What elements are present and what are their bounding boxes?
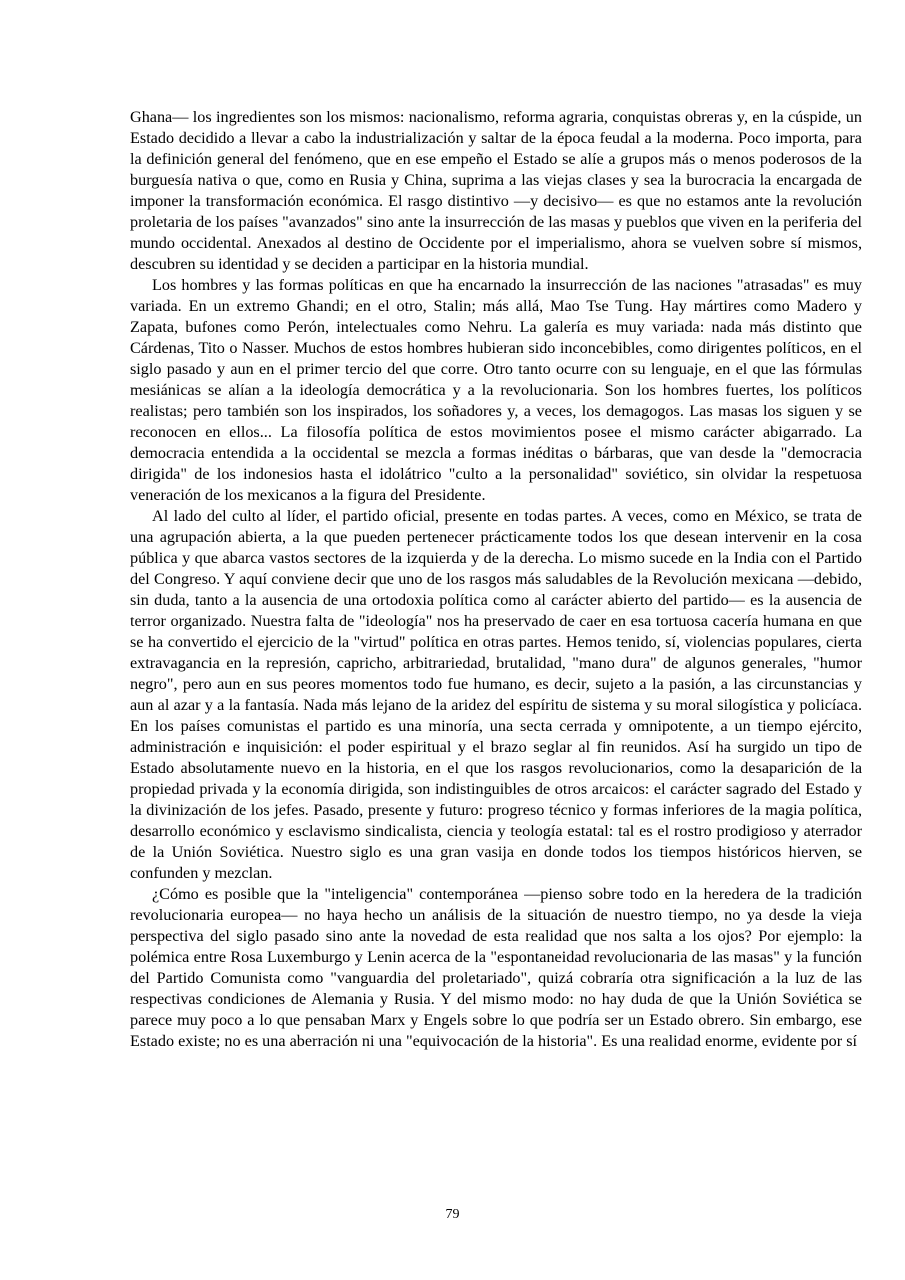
paragraph-3: Al lado del culto al líder, el partido oficial, presente en todas partes. A veces, como en México, se trata de una agrupación abierta, a la que pueden pertenecer prácticamente todos los que desean intervenir en la cosa pública y que abarca vastos sectores de la izquierda y de la derecha. Lo mismo sucede en la India con el Partido del Congreso. Y aquí conviene decir que uno de los rasgos más saludables de la Revolución mexicana —debido, sin duda, tanto a la ausencia de una ortodoxia política como al carácter abierto del partido— es la ausencia de terror organizado. Nuestra falta de "ideología" nos ha preservado de caer en esa tortuosa cacería humana en que se ha convertido el ejercicio de la "virtud" política en otras partes. Hemos tenido, sí, violencias populares, cierta extravagancia en la represión, capricho, arbitrariedad, brutalidad, "mano dura" de algunos generales, "humor negro", pero aun en sus peores momentos todo fue humano, es decir, sujeto a la pasión, a las circunstancias y aun al azar y a la fantasía. Nada más lejano de la aridez del espíritu de sistema y su moral silogística y policíaca. En los países comunistas el partido es una minoría, una secta cerrada y omnipotente, a un tiempo ejército, administración e inquisición: el poder espiritual y el brazo seglar al fin reunidos. Así ha surgido un tipo de Estado absolutamente nuevo en la historia, en el que los rasgos revolucionarios, como la desaparición de la propiedad privada y la economía dirigida, son indistinguibles de otros arcaicos: el carácter sagrado del Estado y la divinización de los jefes. Pasado, presente y futuro: progreso técnico y formas inferiores de la magia política, desarrollo económico y esclavismo sindicalista, ciencia y teología estatal: tal es el rostro prodigioso y aterrador de la Unión Soviética. Nuestro siglo es una gran vasija en donde todos los tiempos históricos hierven, se confunden y mezclan. [130, 507, 862, 882]
paragraph-2: Los hombres y las formas políticas en que ha encarnado la insurrección de las naciones "atrasadas" es muy variada. En un extremo Ghandi; en el otro, Stalin; más allá, Mao Tse Tung. Hay mártires como Madero y Zapata, bufones como Perón, intelectuales como Nehru. La galería es muy variada: nada más distinto que Cárdenas, Tito o Nasser. Muchos de estos hombres hubieran sido inconcebibles, como dirigentes políticos, en el siglo pasado y aun en el primer tercio del que corre. Otro tanto ocurre con su lenguaje, en el que las fórmulas mesiánicas se alían a la ideología democrática y a la revolucionaria. Son los hombres fuertes, los políticos realistas; pero también son los inspirados, los soñadores y, a veces, los demagogos. Las masas los siguen y se reconocen en ellos... La filosofía política de estos movimientos posee el mismo carácter abigarrado. La democracia entendida a la occidental se mezcla a formas inéditas o bárbaras, que van desde la "democracia dirigida" de los indonesios hasta el idolátrico "culto a la personalidad" soviético, sin olvidar la respetuosa veneración de los mexicanos a la figura del Presidente. [130, 276, 862, 504]
paragraph-4: ¿Cómo es posible que la "inteligencia" contemporánea —pienso sobre todo en la heredera de la tradición revolucionaria europea— no haya hecho un análisis de la situación de nuestro tiempo, no ya desde la vieja perspectiva del siglo pasado sino ante la novedad de esta realidad que nos salta a los ojos? Por ejemplo: la polémica entre Rosa Luxemburgo y Lenin acerca de la "espontaneidad revolucionaria de las masas" y la función del Partido Comunista como "vanguardia del proletariado", quizá cobraría otra significación a la luz de las respectivas condiciones de Alemania y Rusia. Y del mismo modo: no hay duda de que la Unión Soviética se parece muy poco a lo que pensaban Marx y Engels sobre lo que podría ser un Estado obrero. Sin embargo, ese Estado existe; no es una aberración ni una "equivocación de la historia". Es una realidad enorme, evidente por sí [130, 885, 862, 1050]
page-number: 79 [445, 1207, 460, 1222]
paragraph-1: Ghana— los ingredientes son los mismos: nacionalismo, reforma agraria, conquistas obreras y, en la cúspide, un Estado decidido a llevar a cabo la industrialización y saltar de la época feudal a la moderna. Poco importa, para la definición general del fenómeno, que en ese empeño el Estado se alíe a grupos más o menos poderosos de la burguesía nativa o que, como en Rusia y China, suprima a las viejas clases y sea la burocracia la encargada de imponer la transformación económica. El rasgo distintivo —y decisivo— es que no estamos ante la revolución proletaria de los países "avanzados" sino ante la insurrección de las masas y pueblos que viven en la periferia del mundo occidental. Anexados al destino de Occidente por el imperialismo, ahora se vuelven sobre sí mismos, descubren su identidad y se deciden a participar en la historia mundial. [130, 108, 862, 273]
body-text [130, 107, 862, 1052]
